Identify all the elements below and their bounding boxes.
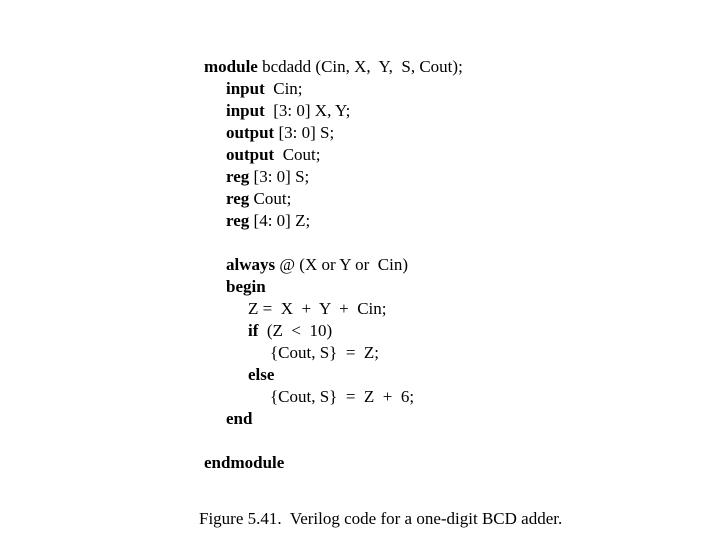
keyword: reg bbox=[226, 189, 250, 208]
code-text: Cout; bbox=[249, 189, 292, 208]
keyword: input bbox=[226, 101, 265, 120]
code-text: Cin; bbox=[264, 79, 303, 98]
code-text: [4: 0] Z; bbox=[249, 211, 311, 230]
code-line-end bbox=[226, 409, 252, 429]
keyword: begin bbox=[226, 277, 266, 296]
code-text: (Z < 10) bbox=[258, 321, 333, 340]
keyword: end bbox=[226, 409, 253, 428]
code-text: bcdadd (Cin, X, Y, S, Cout); bbox=[257, 57, 463, 76]
keyword: endmodule bbox=[204, 453, 285, 472]
keyword: input bbox=[226, 79, 265, 98]
code-line-else bbox=[248, 365, 274, 385]
keyword: always bbox=[226, 255, 276, 274]
code-line-module bbox=[204, 57, 463, 77]
code-line-endmodule bbox=[204, 453, 284, 473]
keyword: else bbox=[248, 365, 275, 384]
code-line-assign-z bbox=[248, 299, 386, 319]
code-text: [3: 0] X, Y; bbox=[264, 101, 351, 120]
keyword: module bbox=[204, 57, 258, 76]
code-line-reg-cout bbox=[226, 189, 291, 209]
code-line-begin bbox=[226, 277, 266, 297]
keyword: output bbox=[226, 145, 275, 164]
code-line-input-cin bbox=[226, 79, 303, 99]
code-line-input-xy bbox=[226, 101, 350, 121]
code-text: {Cout, S} = Z; bbox=[270, 343, 380, 362]
code-text: [3: 0] S; bbox=[249, 167, 310, 186]
keyword: reg bbox=[226, 211, 250, 230]
code-line-always bbox=[226, 255, 408, 275]
code-line-output-cout bbox=[226, 145, 320, 165]
keyword: if bbox=[248, 321, 259, 340]
keyword: reg bbox=[226, 167, 250, 186]
code-line-assign-then bbox=[270, 343, 379, 363]
code-line-reg-s bbox=[226, 167, 309, 187]
code-text: @ (X or Y or Cin) bbox=[275, 255, 409, 274]
code-line-assign-else bbox=[270, 387, 414, 407]
code-line-reg-z bbox=[226, 211, 310, 231]
code-line-if bbox=[248, 321, 332, 341]
code-line-output-s bbox=[226, 123, 334, 143]
code-text: {Cout, S} = Z + 6; bbox=[270, 387, 415, 406]
figure-caption: Figure 5.41. Verilog code for a one-digit BCD adder. bbox=[199, 509, 563, 528]
code-text: Z = X + Y + Cin; bbox=[248, 299, 387, 318]
code-text: [3: 0] S; bbox=[274, 123, 335, 142]
code-text: Cout; bbox=[274, 145, 321, 164]
keyword: output bbox=[226, 123, 275, 142]
